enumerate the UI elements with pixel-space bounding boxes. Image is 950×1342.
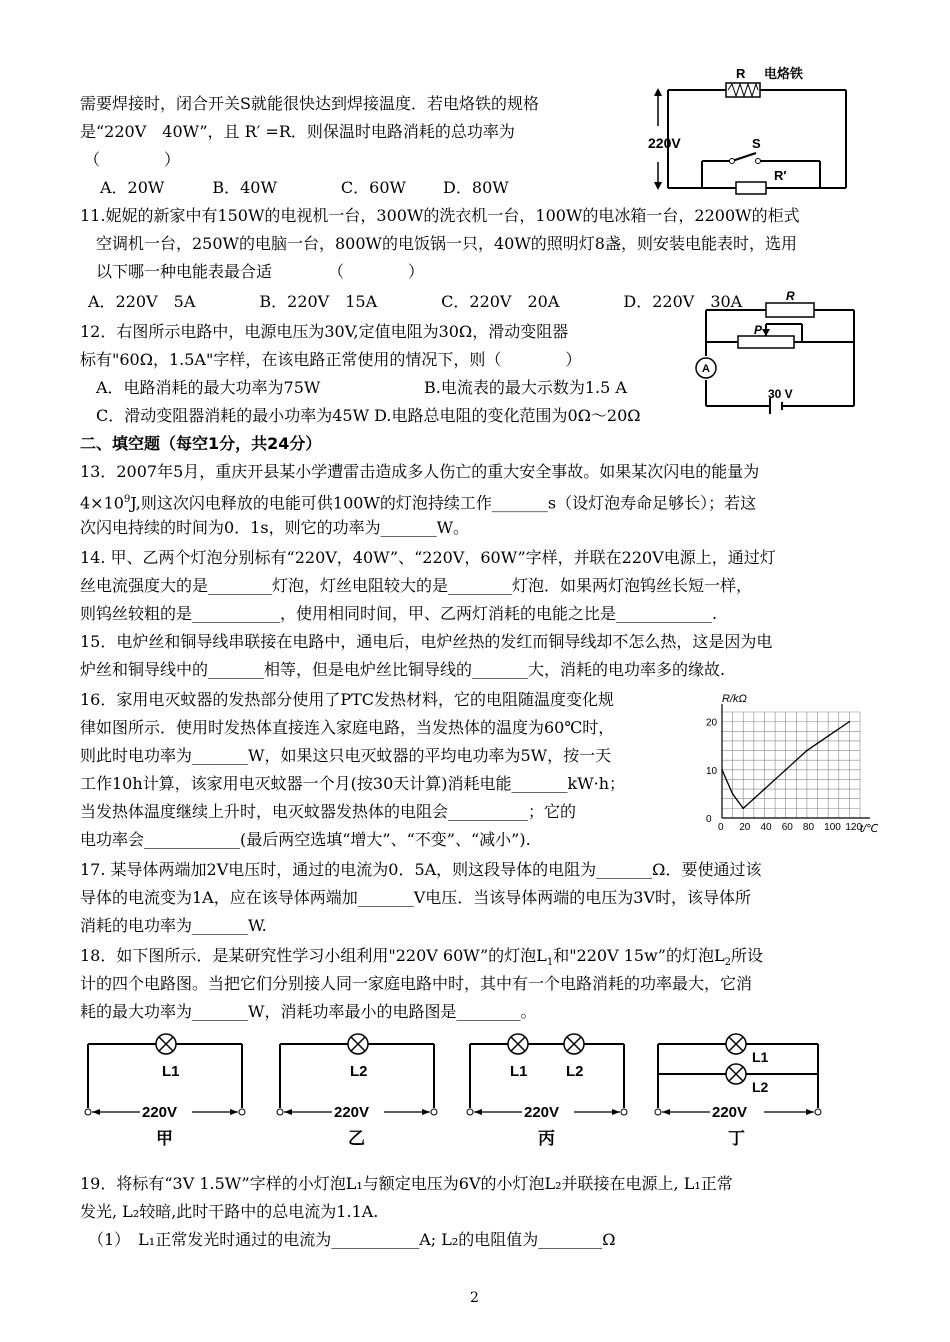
circuit-jia — [80, 1024, 260, 1154]
section2-title: 二、填空题（每空1分，共24分） — [80, 434, 322, 453]
chart-x-tick: 0 — [718, 822, 724, 833]
chart-point — [764, 788, 766, 790]
q19-line2: 发光, L₂较暗,此时干路中的总电流为1.1A. — [80, 1202, 379, 1221]
q13-line1: 13．2007年5月，重庆开县某小学遭雷击造成多人伤亡的重大安全事故。如果某次闪电的能量为 — [80, 462, 760, 481]
q17-line2: 导体的电流变为1A，应在该导体两端加_______V电压．当该导体两端的电压为3V时，该导体所 — [80, 888, 752, 907]
q19-line1: 19．将标有“3V 1.5W”字样的小灯泡L₁与额定电压为6V的小灯泡L₂并联接在电源上, L₁正常 — [80, 1174, 733, 1193]
chart-x-tick: 100 — [824, 822, 841, 833]
q17-line1: 17. 某导体两端加2V电压时，通过的电流为0．5A，则这段导体的电阻为_______Ω．要使通过该 — [80, 860, 762, 879]
q16-line6: 电功率会____________(最后两空选填“增大”、“不变”、“减小”). — [80, 830, 531, 849]
q10-label-r: R — [736, 66, 746, 81]
q10-circuit-figure — [648, 64, 866, 196]
chart-point — [732, 793, 734, 795]
q10-line2: 是“220V 40W”，且 R′ =R．则保温时电路消耗的总功率为 — [80, 122, 515, 141]
q10-line1: 需要焊接时，闭合开关S就能很快达到焊接温度．若电烙铁的规格 — [80, 94, 539, 113]
q11-line1: 11.妮妮的新家中有150W的电视机一台，300W的洗衣机一台，100W的电冰箱一台，2200W的柜式 — [80, 206, 800, 225]
q12-option-b: B.电流表的最大示数为1.5 A — [424, 378, 627, 397]
chart-point — [785, 769, 787, 771]
q10-label-iron: 电烙铁 — [764, 66, 804, 81]
circuit-bing-caption: 丙 — [538, 1129, 555, 1148]
q14-line1: 14. 甲、乙两个灯泡分别标有“220V，40W”、“220V，60W”字样，并联在220V电源上，通过灯 — [80, 548, 776, 567]
circuit-jia-voltage: 220V — [142, 1104, 178, 1121]
chart-point — [806, 750, 808, 752]
circuit-jia-caption: 甲 — [156, 1129, 173, 1148]
circuit-ding-caption: 丁 — [728, 1129, 745, 1148]
q15-line1: 15．电炉丝和铜导线串联接在电路中，通电后，电炉丝热的发红而铜导线却不怎么热，这是因为电 — [80, 632, 773, 651]
q12-option-cd: C．滑动变阻器消耗的最小功率为45W D.电路总电阻的变化范围为0Ω～20Ω — [96, 406, 641, 425]
circuit-bing-lamp2: L2 — [566, 1063, 584, 1080]
chart-x-tick: 60 — [781, 822, 793, 833]
q12-line1: 12．右图所示电路中，电源电压为30V,定值电阻为30Ω，滑动变阻器 — [80, 322, 569, 341]
q10-options: A．20W B．40W C．60W D．80W — [100, 178, 509, 197]
q12-option-a: A．电路消耗的最大功率为75W — [96, 378, 321, 397]
chart-x-tick: 40 — [760, 822, 772, 833]
chart-xlabel: t/℃ — [860, 823, 879, 835]
chart-point — [742, 808, 744, 810]
circuit-jia-lamp: L1 — [162, 1063, 180, 1080]
q16-line3: 则此时电功率为_______W，如果这只电灭蚊器的平均电功率为5W，按一天 — [80, 746, 612, 765]
chart-y-tick: 20 — [706, 717, 718, 729]
q16-line2: 律如图所示．使用时发热体直接连入家庭电路，当发热体的温度为60℃时， — [80, 718, 615, 737]
q14-line2: 丝电流强度大的是________灯泡，灯丝电阻较大的是________灯泡．如果两灯泡钨丝长短一样， — [80, 576, 753, 595]
q12-label-voltage: 30 V — [768, 387, 793, 401]
q11-options: A．220V 5A B．220V 15A C．220V 20A D．220V 30A — [88, 292, 743, 311]
circuit-ding — [652, 1024, 832, 1154]
q18-line2: 计的四个电路图。当把它们分别接人同一家庭电路中时，其中有一个电路消耗的功率最大，它消 — [80, 974, 753, 993]
q18-line1: 18．如下图所示．是某研究性学习小组利用"220V 60W”的灯泡$L_1$和"220V 15w”的灯泡$L_2$所设 — [80, 946, 763, 969]
circuit-yi-lamp: L2 — [350, 1063, 368, 1080]
q16-line4: 工作10h计算，该家用电灭蚊器一个月(按30天计算)消耗电能_______kW·h； — [80, 774, 626, 793]
q10-line3: （ ） — [84, 150, 181, 169]
q10-label-rp: R′ — [774, 168, 787, 183]
chart-ylabel: R/kΩ — [722, 693, 747, 705]
circuit-bing-voltage: 220V — [524, 1104, 560, 1121]
q13-line3: 次闪电持续的时间为0．1s，则它的功率为_______W。 — [80, 518, 470, 537]
chart-y-tick: 10 — [706, 765, 718, 777]
q19-line3: （1） L₁正常发光时通过的电流为___________A; L₂的电阻值为________Ω — [88, 1230, 616, 1249]
circuit-yi-voltage: 220V — [334, 1104, 370, 1121]
q13-line2: $4\times 10^9J$,则这次闪电释放的电能可供100W的灯泡持续工作_______s（设灯泡寿命足够长）；若这 — [80, 493, 757, 513]
circuit-ding-lamp1: L1 — [752, 1049, 769, 1065]
chart-point — [721, 769, 723, 771]
circuit-yi — [272, 1024, 452, 1154]
q14-line3: 则钨丝较粗的是___________，使用相同时间，甲、乙两灯消耗的电能之比是____________. — [80, 604, 718, 623]
ptc-resistance-chart — [700, 690, 890, 840]
page-number: 2 — [470, 1290, 479, 1306]
q10-label-voltage: 220V — [648, 135, 681, 151]
chart-x-tick: 20 — [739, 822, 751, 833]
chart-point — [753, 798, 755, 800]
q11-line3: 以下哪一种电能表最合适 （ ） — [96, 262, 425, 281]
q17-line3: 消耗的电功率为_______W. — [80, 916, 267, 935]
q12-line2: 标有"60Ω，1.5A"字样，在该电路正常使用的情况下，则（ ） — [80, 350, 582, 369]
q12-label-p: P — [754, 323, 763, 337]
circuit-yi-caption: 乙 — [348, 1129, 365, 1148]
chart-y-tick: 0 — [706, 814, 712, 825]
chart-x-tick: 120 — [845, 822, 863, 833]
q16-line1: 16．家用电灭蚊器的发热部分使用了PTC发热材料，它的电阻随温度变化规 — [80, 690, 615, 709]
circuit-bing — [462, 1024, 642, 1154]
circuit-ding-voltage: 220V — [712, 1104, 748, 1121]
q15-line2: 炉丝和铜导线中的_______相等，但是电炉丝比铜导线的_______大，消耗的电功率多的缘故. — [80, 660, 726, 679]
chart-x-tick: 80 — [802, 822, 815, 833]
q12-label-a: A — [702, 363, 710, 375]
q18-line3: 耗的最大功率为_______W，消耗功率最小的电路图是________。 — [80, 1002, 537, 1021]
q12-circuit-figure — [694, 286, 866, 418]
circuit-bing-lamp1: L1 — [510, 1063, 528, 1080]
q16-line5: 当发热体温度继续上升时，电灭蚊器发热体的电阻会__________；它的 — [80, 802, 577, 821]
chart-point — [827, 735, 829, 737]
q12-label-r: R — [786, 289, 795, 303]
q10-label-s: S — [752, 136, 761, 151]
q11-line2: 空调机一台，250W的电脑一台，800W的电饭锅一只，40W的照明灯8盏，则安装电能表时，选用 — [96, 234, 797, 253]
circuit-ding-lamp2: L2 — [752, 1079, 769, 1095]
chart-point — [849, 721, 851, 723]
